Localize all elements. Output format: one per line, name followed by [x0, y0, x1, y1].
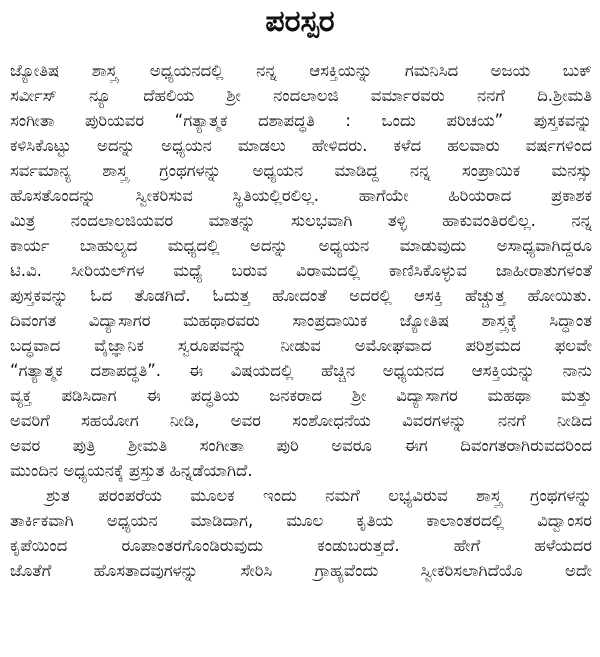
- text-line-7: ಮಿತ್ರ ನಂದಲಾಲಜಿಯವರ ಮಾತನ್ನು ಸುಲಭವಾಗಿ ತಳ್ಳಿ ಹಾಕುವಂತಿರಲಿಲ್ಲ. ನನ್ನ: [10, 211, 592, 230]
- text-line-19: ತಾರ್ಕಿಕವಾಗಿ ಅಧ್ಯಯನ ಮಾಡಿದಾಗ, ಮೂಲ ಕೃತಿಯ ಕಾಲಾಂತರದಲ್ಲಿ ವಿದ್ವಾಂಸರ: [10, 511, 592, 530]
- text-line-15: ಅವರಿಗೆ ಸಹಯೋಗ ನೀಡಿ, ಅವರ ಸಂಶೋಧನೆಯ ವಿವರಗಳನ್ನು ನನಗೆ ನೀಡಿದ: [10, 411, 592, 430]
- body-text: [10, 58, 592, 583]
- text-line-4: ಕಳಿಸಿಕೊಟ್ಟು ಅದನ್ನು ಅಧ್ಯಯನ ಮಾಡಲು ಹೇಳಿದರು. ಕಳೆದ ಹಲವಾರು ವರ್ಷಗಳಿಂದ: [10, 136, 592, 155]
- text-line-12: ಬದ್ಧವಾದ ವೈಜ್ಞಾನಿಕ ಸ್ವರೂಪವನ್ನು ನೀಡುವ ಅಮೋಘವಾದ ಪರಿಶ್ರಮದ ಫಲವೇ: [10, 336, 592, 355]
- text-line-9: ಟಿ.ವಿ. ಸೀರಿಯಲ್‌ಗಳ ಮಧ್ಯೆ ಬರುವ ವಿರಾಮದಲ್ಲಿ ಕಾಣಿಸಿಕೊಳ್ಳುವ ಜಾಹೀರಾತುಗಳಂತೆ: [10, 261, 592, 280]
- text-line-10: ಪುಸ್ತಕವನ್ನು ಓದ ತೊಡಗಿದೆ. ಓದುತ್ತ ಹೋದಂತೆ ಅದರಲ್ಲಿ ಆಸಕ್ತಿ ಹೆಚ್ಚುತ್ತ ಹೋಯಿತು.: [10, 286, 592, 305]
- text-line-1: ಜ್ಯೋತಿಷ ಶಾಸ್ತ್ರ ಅಧ್ಯಯನದಲ್ಲಿ ನನ್ನ ಆಸಕ್ತಿಯನ್ನು ಗಮನಿಸಿದ ಅಜಯ ಬುಕ್: [10, 61, 592, 80]
- page-title: ಪರಸ್ಪರ: [265, 4, 335, 39]
- text-line-3: ಸಂಗೀತಾ ಪುರಿಯವರ “ಗತ್ಯಾತ್ಮಕ ದಶಾಪದ್ಧತಿ : ಒಂದು ಪರಿಚಯ” ಪುಸ್ತಕವನ್ನು: [10, 111, 592, 130]
- text-line-6: ಹೊಸತೊಂದನ್ನು ಸ್ವೀಕರಿಸುವ ಸ್ಥಿತಿಯಲ್ಲಿರಲಿಲ್ಲ. ಹಾಗೆಯೇ ಹಿರಿಯರಾದ ಪ್ರಕಾಶಕ: [10, 186, 592, 205]
- text-line-2: ಸರ್ವೀಸ್ ನ್ಯೂ ದೆಹಲಿಯ ಶ್ರೀ ನಂದಲಾಲಜಿ ವರ್ಮಾರವರು ನನಗೆ ದಿ.ಶ್ರೀಮತಿ: [10, 86, 592, 105]
- text-line-17: ಮುಂದಿನ ಅಧ್ಯಯನಕ್ಕೆ ಪ್ರಸ್ತುತ ಹಿನ್ನಡೆಯಾಗಿದೆ.: [10, 461, 253, 480]
- text-line-8: ಕಾರ್ಯ ಬಾಹುಲ್ಯದ ಮಧ್ಯದಲ್ಲಿ ಅದನ್ನು ಅಧ್ಯಯನ ಮಾಡುವುದು ಅಸಾಧ್ಯವಾಗಿದ್ದರೂ: [10, 236, 592, 255]
- text-line-21: ಜೊತೆಗೆ ಹೊಸತಾದವುಗಳನ್ನು ಸೇರಿಸಿ ಗ್ರಾಹ್ಯವೆಂದು ಸ್ವೀಕರಿಸಲಾಗಿದೆಯೊ ಅದೇ: [10, 561, 592, 580]
- text-line-5: ಸರ್ವಮಾನ್ಯ ಶಾಸ್ತ್ರ ಗ್ರಂಥಗಳನ್ನು ಅಧ್ಯಯನ ಮಾಡಿದ್ದ ನನ್ನ ಸಂಪ್ರಾಯಿಕ ಮನಸ್ಸು: [10, 161, 592, 180]
- text-line-11: ದಿವಂಗತ ವಿದ್ಯಾಸಾಗರ ಮಹಥಾರವರು ಸಾಂಪ್ರದಾಯಿಕ ಜ್ಯೋತಿಷ ಶಾಸ್ತ್ರಕ್ಕೆ ಸಿದ್ಧಾಂತ: [10, 311, 592, 330]
- text-line-16: ಅವರ ಪುತ್ರಿ ಶ್ರೀಮತಿ ಸಂಗೀತಾ ಪುರಿ ಅವರೂ ಈಗ ದಿವಂಗತರಾಗಿರುವದರಿಂದ: [10, 436, 592, 455]
- text-line-14: ವ್ಯಕ್ತ ಪಡಿಸಿದಾಗ ಈ ಪದ್ಧತಿಯ ಜನಕರಾದ ಶ್ರೀ ವಿದ್ಯಾಸಾಗರ ಮಹಥಾ ಮತ್ತು: [10, 386, 592, 405]
- text-line-18: ಶ್ರುತ ಪರಂಪರೆಯ ಮೂಲಕ ಇಂದು ನಮಗೆ ಲಭ್ಯವಿರುವ ಶಾಸ್ತ್ರ ಗ್ರಂಥಗಳನ್ನು: [46, 486, 592, 505]
- text-line-13: “ಗತ್ಯಾತ್ಮಕ ದಶಾಪದ್ಧತಿ”. ಈ ವಿಷಯದಲ್ಲಿ ಹೆಚ್ಚಿನ ಅಧ್ಯಯನದ ಆಸಕ್ತಿಯನ್ನು ನಾನು: [10, 361, 592, 380]
- text-line-20: ಕೃಪೆಯಿಂದ ರೂಪಾಂತರಗೊಂಡಿರುವುದು ಕಂಡುಬರುತ್ತದೆ. ಹೇಗೆ ಹಳೆಯದರ: [10, 536, 592, 555]
